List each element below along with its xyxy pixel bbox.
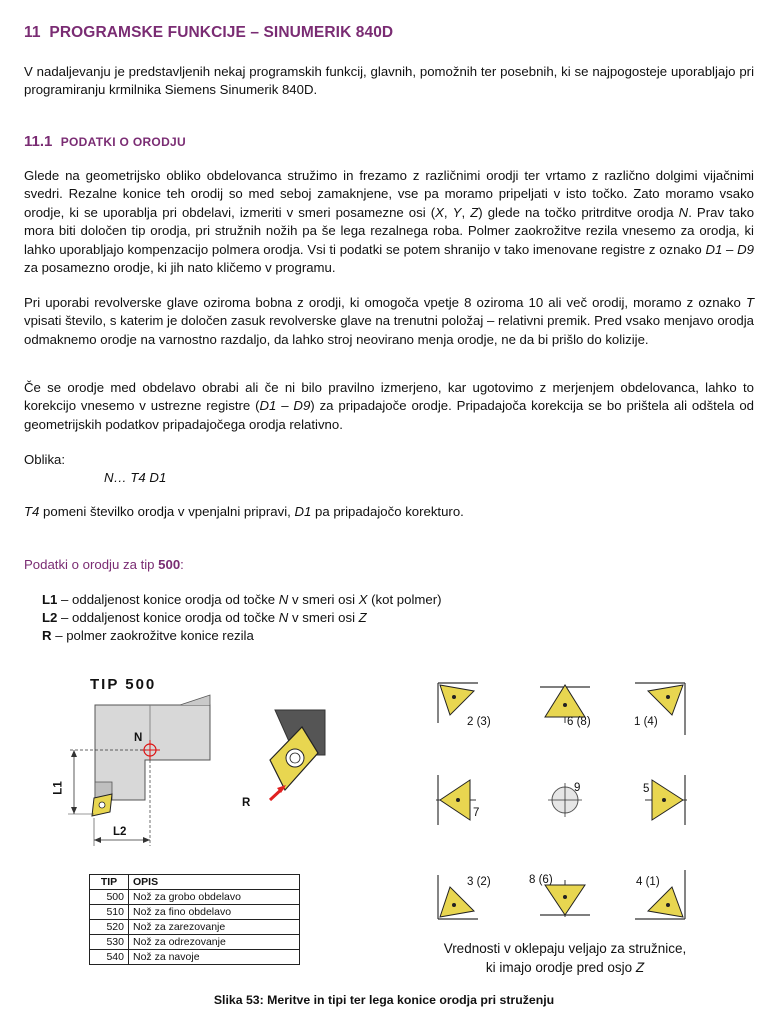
definition-r: R – polmer zaokrožitve konice rezila (42, 628, 254, 643)
column-header-tip: TIP (90, 875, 129, 890)
paragraph-3: Če se orodje med obdelavo obrabi ali če ni bilo pravilno izmerjeno, kar ugotovimo z merjenjem obdelovanca, lahko to korekcijo vnesemo v ustrezne registre (D1 – D9) za pripadajoče orodje. Pripadajoča korekcija se bo prištela ali odštela od geometrijskih podatkov pripadajočega orodja relativno. (24, 380, 754, 432)
tip-table (89, 874, 300, 965)
table-row: 510 Nož za fino obdelavo (90, 905, 300, 920)
table-row: 520 Nož za zarezovanje (90, 920, 300, 935)
tool-measurement-drawing (50, 690, 220, 850)
section-heading (24, 133, 186, 150)
chapter-number: 11 (24, 24, 41, 41)
label-l1: L1 (52, 781, 65, 795)
t4-description: T4 pomeni številko orodja v vpenjalni pripravi, D1 pa pripadajočo korekturo. (24, 504, 464, 519)
oblika-format: N… T4 D1 (104, 470, 167, 485)
column-header-opis: OPIS (129, 875, 300, 890)
paragraph-1: Glede na geometrijsko obliko obdelovanca stružimo in frezamo z različnimi orodji ter vrtamo z različno dolgimi vijačnimi svedri. Rezalne konice teh orodij so med seboj zamaknjene, vse pa moramo pripeljati v isto točko. Zato moramo vsako orodje, ki se uporablja pri obdelavi, izmeriti v smeri posamezne osi (X, Y, Z) glede na točko pritrditve orodja N. Prav tako mora biti določen tip orodja, pri stružnih nožih pa še lega rezalnega roba. Polmer zaokrožitve rezila vnesemo za orodja, ki lahko uporabljajo kompenzacijo polmera orodja. Vsi ti podatki se potem shranijo v tako imenovane registre z oznako D1 – D9 za posamezno orodje, ki jih nato kličemo v programu. (24, 168, 755, 276)
definition-l2: L2 – oddaljenost konice orodja od točke N v smeri osi Z (42, 610, 367, 625)
position-label-8-6: 8 (6) (529, 874, 553, 886)
label-r: R (242, 797, 251, 809)
table-row: 500 Nož za grobo obdelavo (90, 890, 300, 905)
label-l2: L2 (113, 826, 127, 838)
paragraph-2: Pri uporabi revolverske glave oziroma bobna z orodji, ki omogoča vpetje 8 oziroma 10 ali več orodij, moramo z oznako T vpisati število, s katerim je določen zasuk revolverske glave na trenutni položaj – relativni premik. Pred vsako menjavo orodja odmaknemo orodje na varnostno razdaljo, da lahko stroj neovirano menja orodje, ne da bi prišlo do kolizije. (24, 295, 754, 347)
table-row: 530 Nož za odrezovanje (90, 935, 300, 950)
position-label-4-1: 4 (1) (636, 876, 660, 888)
definition-list (42, 591, 441, 645)
label-n: N (134, 732, 143, 744)
position-label-5: 5 (643, 783, 650, 795)
position-7 (436, 775, 476, 825)
position-label-9: 9 (574, 782, 581, 794)
table-header-row (90, 875, 300, 890)
section-title: PODATKI O ORODJU (60, 135, 186, 149)
oblika-label: Oblika: (24, 452, 66, 467)
insert-radius-drawing (240, 705, 330, 825)
position-label-3-2: 3 (2) (467, 876, 491, 888)
position-label-7: 7 (473, 807, 480, 819)
position-label-1-4: 1 (4) (634, 716, 658, 728)
position-label-2-3: 2 (3) (467, 716, 491, 728)
intro-paragraph: V nadaljevanju je predstavljenih nekaj programskih funkcij, glavnih, pomožnih ter posebnih, ki se najpogosteje uporabljajo pri programiranju krmilnika Siemens Sinumerik 840D. (24, 64, 754, 98)
section-number: 11.1 (24, 133, 53, 150)
position-5 (645, 775, 687, 825)
position-label-6-8: 6 (8) (567, 716, 591, 728)
table-row: 540 Nož za navoje (90, 950, 300, 965)
figure-caption: Slika 53: Meritve in tipi ter lega konice orodja pri struženju (213, 993, 555, 1007)
bracket-note: Vrednosti v oklepaju veljajo za stružnice, ki imajo orodje pred osjo Z (443, 941, 687, 975)
chapter-heading (24, 24, 393, 42)
tip-intro: Podatki o orodju za tip 500: (24, 557, 184, 572)
tip-title: TIP 500 (90, 676, 157, 693)
definition-l1: L1 – oddaljenost konice orodja od točke N v smeri osi X (kot polmer) (42, 592, 442, 607)
chapter-title: PROGRAMSKE FUNKCIJE – SINUMERIK 840D (49, 24, 394, 41)
